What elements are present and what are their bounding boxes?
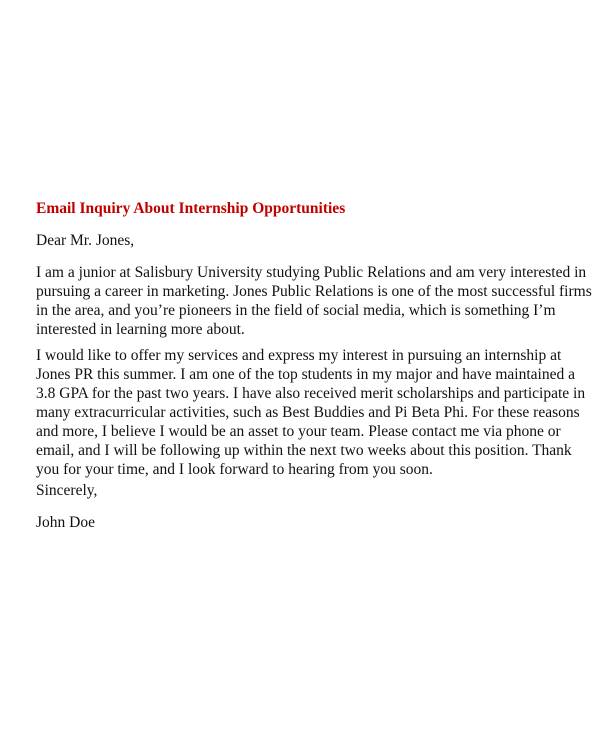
letter-greeting: Dear Mr. Jones, — [36, 232, 135, 249]
body-paragraph-2 — [36, 346, 586, 479]
letter-closing: Sincerely, — [36, 482, 98, 499]
paragraph-line: I would like to offer my services and express my interest in pursuing an internship at — [36, 347, 562, 364]
paragraph-line: email, and I will be following up within the next two weeks about this position. Thank — [36, 442, 572, 459]
paragraph-line: pursuing a career in marketing. Jones Public Relations is one of the most successful firms — [36, 283, 592, 300]
letter-title: Email Inquiry About Internship Opportunities — [36, 200, 346, 217]
body-paragraph-1 — [36, 263, 592, 339]
paragraph-line: you for your time, and I look forward to hearing from you soon. — [36, 461, 433, 478]
paragraph-line: and more, I believe I would be an asset to your team. Please contact me via phone or — [36, 423, 561, 440]
paragraph-line: interested in learning more about. — [36, 321, 245, 338]
paragraph-line: 3.8 GPA for the past two years. I have also received merit scholarships and participate in — [36, 385, 586, 402]
paragraph-line: I am a junior at Salisbury University studying Public Relations and am very interested in — [36, 264, 587, 281]
paragraph-line: many extracurricular activities, such as Best Buddies and Pi Beta Phi. For these reasons — [36, 404, 580, 421]
paragraph-line: Jones PR this summer. I am one of the top students in my major and have maintained a — [36, 366, 575, 383]
paragraph-line: in the area, and you’re pioneers in the field of social media, which is something I’m — [36, 302, 556, 319]
letter-signature: John Doe — [36, 514, 95, 531]
